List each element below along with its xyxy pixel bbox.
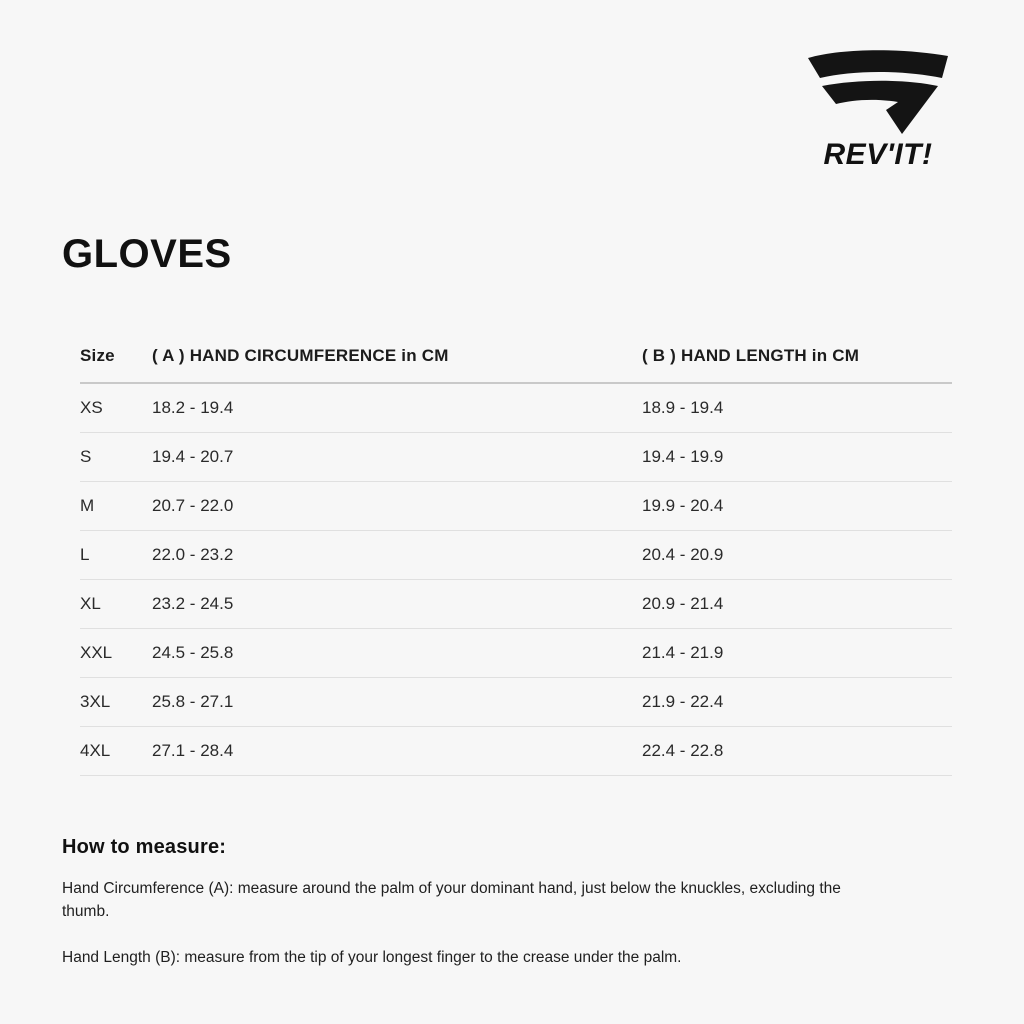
cell-length: 22.4 - 22.8: [642, 727, 952, 776]
cell-length: 20.9 - 21.4: [642, 580, 952, 629]
size-table: [80, 346, 952, 776]
table-row: [80, 678, 952, 727]
how-to-measure-section: [62, 836, 892, 991]
table-row: [80, 383, 952, 433]
cell-circumference: 27.1 - 28.4: [152, 727, 642, 776]
cell-length: 21.4 - 21.9: [642, 629, 952, 678]
page-title: GLOVES: [62, 232, 232, 276]
column-header-hand-circumference: ( A ) HAND CIRCUMFERENCE in CM: [152, 346, 642, 383]
cell-circumference: 18.2 - 19.4: [152, 383, 642, 433]
cell-length: 18.9 - 19.4: [642, 383, 952, 433]
cell-size: XXL: [80, 629, 152, 678]
table-row: [80, 629, 952, 678]
table-row: [80, 433, 952, 482]
cell-length: 20.4 - 20.9: [642, 531, 952, 580]
cell-circumference: 24.5 - 25.8: [152, 629, 642, 678]
table-row: [80, 580, 952, 629]
revit-shield-logo-icon: [802, 48, 954, 134]
cell-circumference: 22.0 - 23.2: [152, 531, 642, 580]
cell-size: S: [80, 433, 152, 482]
column-header-hand-length: ( B ) HAND LENGTH in CM: [642, 346, 952, 383]
cell-size: XL: [80, 580, 152, 629]
brand-logo: [788, 48, 968, 172]
cell-length: 19.9 - 20.4: [642, 482, 952, 531]
table-header-row: [80, 346, 952, 383]
cell-size: L: [80, 531, 152, 580]
cell-size: M: [80, 482, 152, 531]
cell-circumference: 20.7 - 22.0: [152, 482, 642, 531]
brand-wordmark: REV'IT!: [823, 138, 933, 171]
cell-size: 4XL: [80, 727, 152, 776]
how-to-measure-title: How to measure:: [62, 836, 227, 858]
cell-circumference: 19.4 - 20.7: [152, 433, 642, 482]
cell-length: 21.9 - 22.4: [642, 678, 952, 727]
cell-size: 3XL: [80, 678, 152, 727]
table-row: [80, 482, 952, 531]
cell-circumference: 25.8 - 27.1: [152, 678, 642, 727]
cell-size: XS: [80, 383, 152, 433]
cell-length: 19.4 - 19.9: [642, 433, 952, 482]
how-to-measure-paragraph-circumference: Hand Circumference (A): measure around the palm of your dominant hand, just below the knuckles, excluding the thumb.: [62, 880, 841, 921]
table-row: [80, 531, 952, 580]
table-row: [80, 727, 952, 776]
column-header-size: Size: [80, 346, 152, 383]
cell-circumference: 23.2 - 24.5: [152, 580, 642, 629]
how-to-measure-paragraph-length: Hand Length (B): measure from the tip of your longest finger to the crease under the palm.: [62, 948, 682, 966]
